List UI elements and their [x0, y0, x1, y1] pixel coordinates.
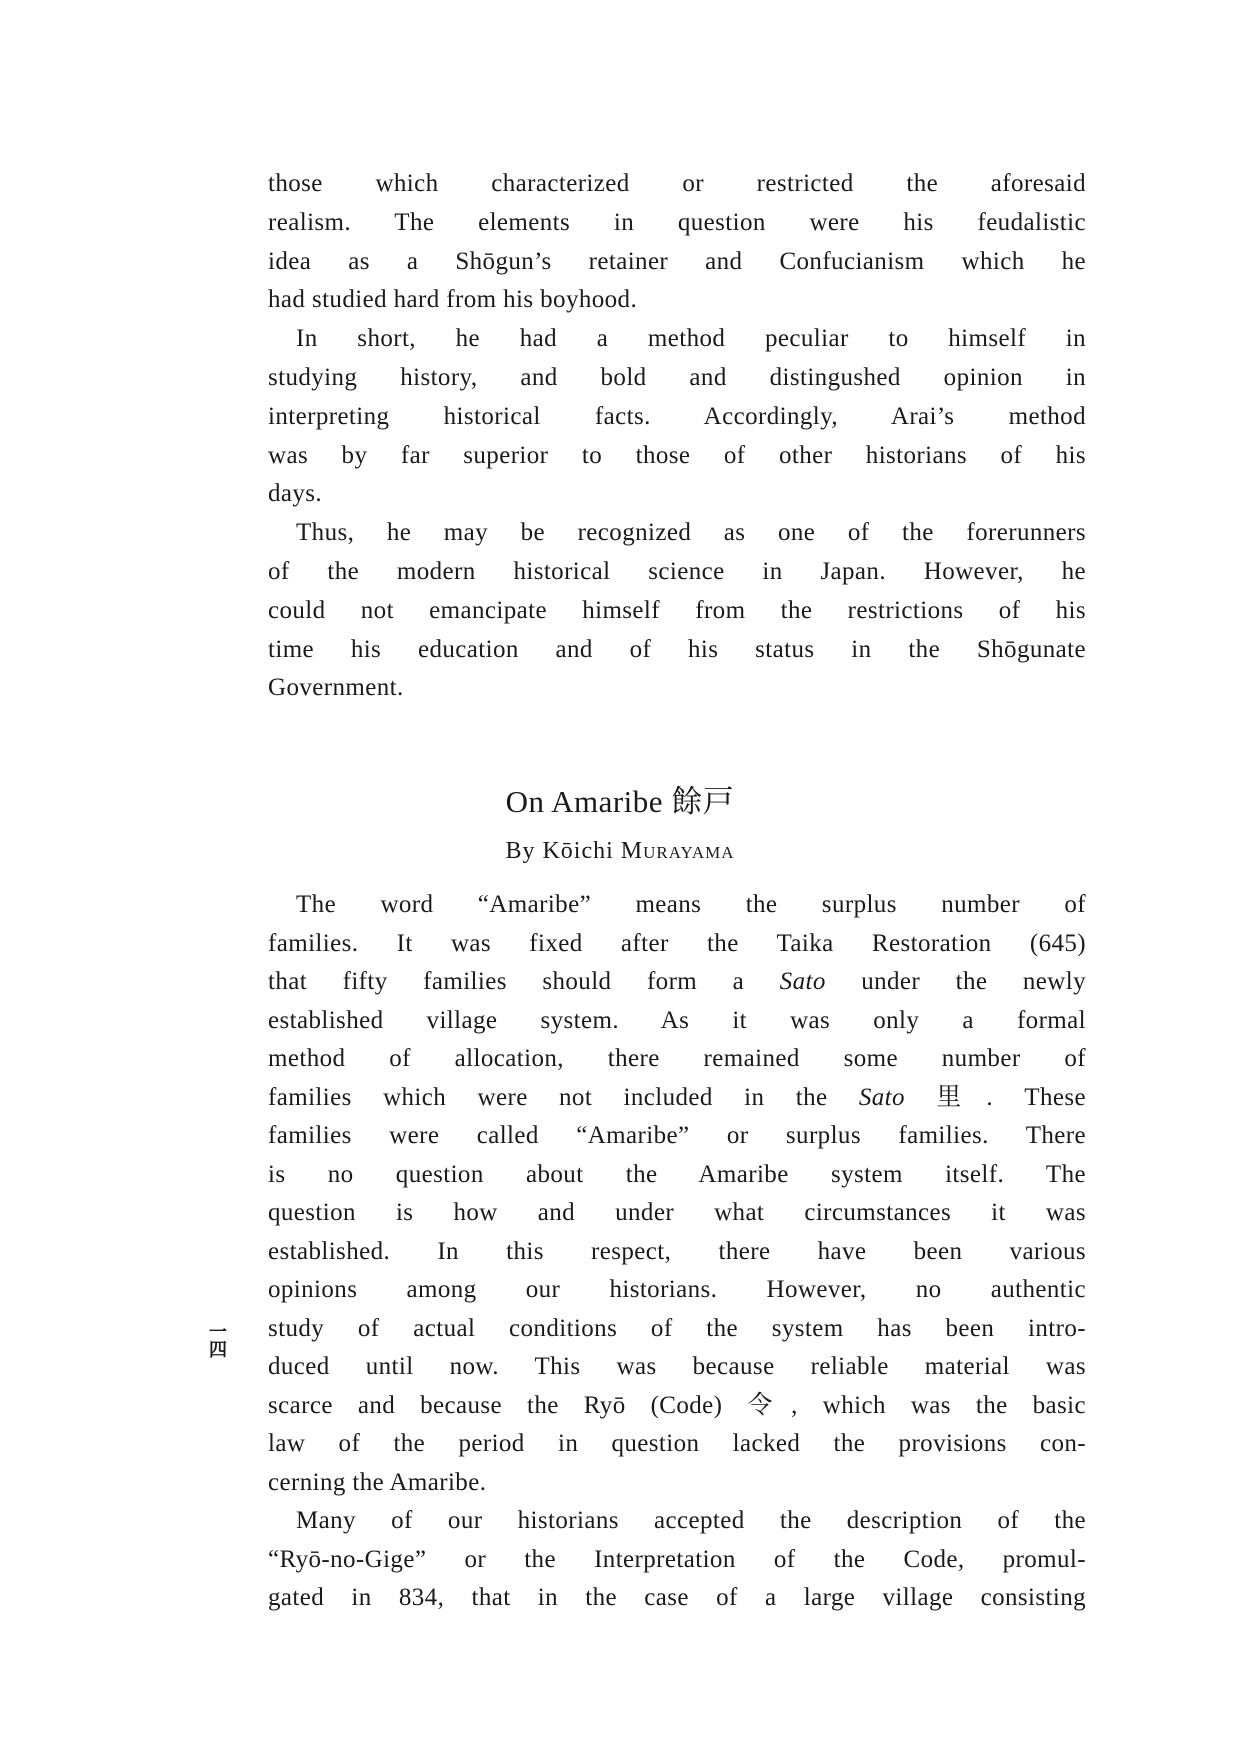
text-line [268, 1579, 1086, 1617]
text-line [268, 1079, 1086, 1117]
text-segment: those which characterized or restricted the aforesaid [268, 170, 1086, 197]
text-segment: method of allocation, there remained some number of [268, 1045, 1086, 1072]
text-segment: is no question about the Amaribe system itself. The [268, 1160, 1086, 1188]
page-number: 一四 [207, 1322, 227, 1358]
text-segment: question is how and under what circumstances it was [268, 1199, 1086, 1226]
text-line [268, 281, 1086, 319]
text-segment: under the newly [825, 968, 1086, 995]
text-segment: “Ryō-no-Gige” or the Interpretation of the Code, promul- [268, 1545, 1086, 1573]
text-line [268, 1233, 1086, 1271]
text-segment: idea as a Shōgun’s retainer and Confucianism which he [268, 247, 1086, 275]
text-segment: Many of our historians accepted the description of the [296, 1507, 1086, 1534]
text-segment: duced until now. This was because reliable material was [268, 1353, 1086, 1380]
text-line [268, 669, 1086, 707]
text-line [268, 1425, 1086, 1463]
text-line [268, 1541, 1086, 1579]
text-segment: opinions among our historians. However, no authentic [268, 1276, 1086, 1303]
text-segment: of the modern historical science in Japan. However, he [268, 558, 1086, 585]
text-line [268, 320, 1086, 358]
text-line [268, 1387, 1086, 1425]
text-segment: days. [268, 480, 323, 508]
text-line [268, 553, 1086, 591]
text-segment: time his education and of his status in the Shōgunate [268, 635, 1086, 663]
text-line [268, 925, 1086, 963]
text-segment: Thus, he may be recognized as one of the forerunners [296, 519, 1086, 547]
text-line [268, 1310, 1086, 1348]
text-segment: study of actual conditions of the system has been intro- [268, 1314, 1086, 1342]
text-segment: realism. The elements in question were his feudalistic [268, 208, 1086, 236]
article-title-text: On Amaribe [505, 784, 664, 819]
text-segment: The word “Amaribe” means the surplus number of [296, 891, 1086, 918]
text-segment: scarce and because the Ryō (Code) 令, which was the basic [268, 1391, 1086, 1419]
text-line [268, 592, 1086, 630]
text-line [268, 1156, 1086, 1194]
text-segment: In short, he had a method peculiar to himself in [296, 325, 1086, 353]
text-segment: could not emancipate himself from the restrictions of his [268, 596, 1086, 624]
text-line [268, 165, 1086, 203]
text-line [268, 963, 1086, 1001]
text-line [268, 1271, 1086, 1309]
text-segment: families which were not included in the [268, 1083, 859, 1111]
article-title-kanji: 餘戸 [671, 784, 735, 819]
text-segment: interpreting historical facts. Accordingly, Arai’s method [268, 402, 1086, 430]
text-line [268, 1002, 1086, 1040]
text-segment: studying history, and bold and distingushed opinion in [268, 364, 1086, 391]
text-line [268, 631, 1086, 669]
text-segment: was by far superior to those of other historians of his [268, 441, 1086, 469]
text-line [268, 1464, 1086, 1502]
text-line [268, 204, 1086, 242]
byline-prefix: By Kōichi [505, 838, 614, 864]
text-line [268, 1348, 1086, 1386]
text-segment: that fifty families should form a [268, 968, 780, 995]
text-line [268, 243, 1086, 281]
text-segment: 里. These [904, 1083, 1086, 1111]
text-segment: Government. [268, 674, 404, 702]
text-segment: families. It was fixed after the Taika Restoration (645) [268, 929, 1086, 957]
text-segment: established village system. As it was only a formal [268, 1006, 1086, 1034]
text-line [268, 359, 1086, 397]
text-segment: established. In this respect, there have been various [268, 1237, 1086, 1265]
text-segment: cerning the Amaribe. [268, 1468, 487, 1496]
text-line [268, 1194, 1086, 1232]
text-line [268, 475, 1086, 513]
text-line [268, 1502, 1086, 1540]
article-byline [0, 838, 1240, 865]
text-segment: had studied hard from his boyhood. [268, 286, 638, 314]
italic-term: Sato [858, 1083, 905, 1111]
text-segment: law of the period in question lacked the provisions con- [268, 1430, 1086, 1457]
text-line [268, 1117, 1086, 1155]
text-line [268, 437, 1086, 475]
text-line [268, 1040, 1086, 1078]
byline-surname: Murayama [620, 838, 735, 864]
text-line [268, 398, 1086, 436]
text-line [268, 886, 1086, 924]
text-segment: families were called “Amaribe” or surplus families. There [268, 1122, 1086, 1149]
text-line [268, 514, 1086, 552]
italic-term: Sato [779, 968, 826, 995]
article-title [0, 776, 1240, 821]
text-segment: gated in 834, that in the case of a large village consisting [268, 1584, 1086, 1611]
